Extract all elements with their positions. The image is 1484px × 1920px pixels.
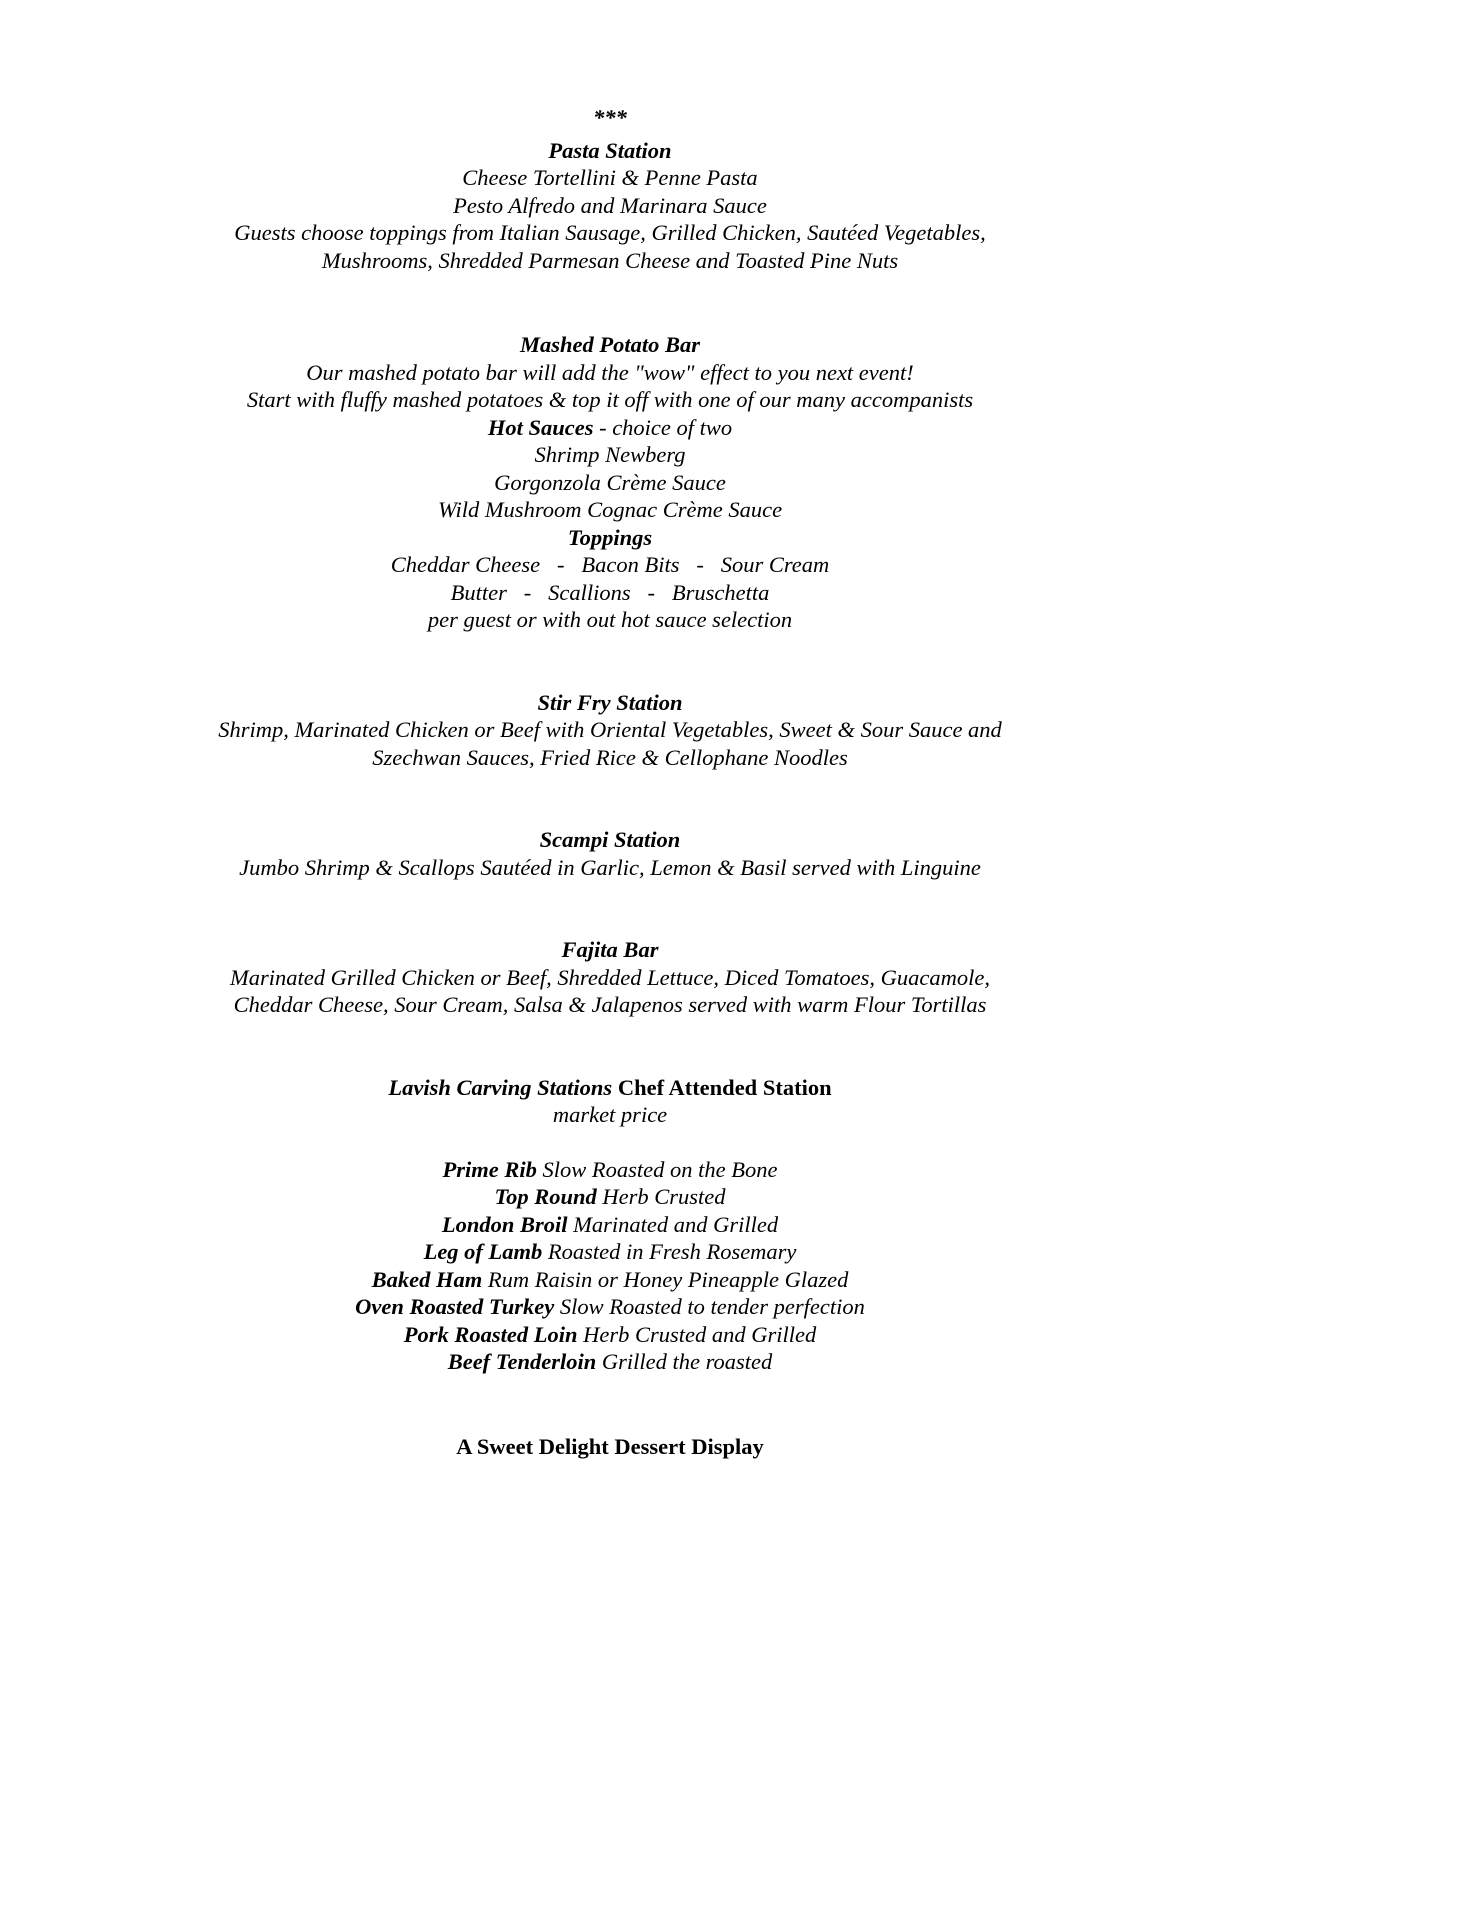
section-pasta-station-line — [0, 192, 1220, 220]
section-stir-fry-station — [0, 689, 1220, 772]
section-mashed-potato-bar-line — [0, 441, 1220, 469]
section-divider-line — [0, 104, 1220, 132]
text-segment: - choice of two — [593, 414, 733, 440]
text-segment: Szechwan Sauces, Fried Rice & Cellophane Noodles — [372, 744, 848, 770]
section-fajita-bar-line — [0, 936, 1220, 964]
text-segment: Pesto Alfredo and Marinara Sauce — [453, 192, 767, 218]
text-segment: Top Round — [494, 1184, 597, 1209]
section-carving-items-line — [0, 1156, 1220, 1184]
text-segment: Slow Roasted to tender perfection — [554, 1294, 865, 1319]
section-stir-fry-station-line — [0, 689, 1220, 717]
text-segment: Herb Crusted — [596, 1184, 726, 1209]
section-fajita-bar-line — [0, 964, 1220, 992]
text-segment: Marinated and Grilled — [567, 1211, 779, 1237]
section-mashed-potato-bar-line — [0, 496, 1220, 524]
section-stir-fry-station-line — [0, 716, 1220, 744]
text-segment: Herb Crusted and Grilled — [577, 1321, 817, 1347]
section-mashed-potato-bar-line — [0, 414, 1220, 442]
text-segment: Rum Raisin or Honey Pineapple Glazed — [482, 1266, 849, 1292]
section-mashed-potato-bar-line — [0, 331, 1220, 359]
section-mashed-potato-bar-line — [0, 551, 1220, 579]
text-segment: Mashed Potato Bar — [519, 332, 701, 357]
text-segment: Chef Attended Station — [617, 1074, 832, 1100]
text-segment: Gorgonzola Crème Sauce — [494, 469, 726, 495]
text-segment: Guests choose toppings from Italian Sausage, Grilled Chicken, Sautéed Vegetables, — [234, 220, 986, 245]
section-pasta-station-line — [0, 137, 1220, 165]
section-carving-items-line — [0, 1321, 1220, 1349]
text-segment: Hot Sauces — [487, 414, 594, 440]
section-lavish-carving-stations-line — [0, 1101, 1220, 1129]
section-carving-items-line — [0, 1266, 1220, 1294]
section-pasta-station-line — [0, 247, 1220, 275]
section-carving-items-line — [0, 1183, 1220, 1211]
text-segment: Cheddar Cheese, Sour Cream, Salsa & Jalapenos served with warm Flour Tortillas — [233, 992, 987, 1017]
text-segment: Pasta Station — [548, 137, 672, 163]
text-segment: Fajita Bar — [561, 937, 659, 962]
section-mashed-potato-bar — [0, 331, 1220, 634]
section-divider — [0, 104, 1220, 132]
text-segment: market price — [552, 1102, 668, 1127]
text-segment: Baked Ham — [371, 1266, 483, 1292]
section-carving-items-line — [0, 1293, 1220, 1321]
section-carving-items-line — [0, 1238, 1220, 1266]
section-mashed-potato-bar-line — [0, 386, 1220, 414]
section-mashed-potato-bar-line — [0, 469, 1220, 497]
text-segment: Roasted in Fresh Rosemary — [542, 1239, 797, 1264]
text-segment: Shrimp, Marinated Chicken or Beef with Oriental Vegetables, Sweet & Sour Sauce and — [218, 717, 1002, 742]
text-segment: Toppings — [567, 524, 653, 550]
text-segment: Wild Mushroom Cognac Crème Sauce — [437, 497, 783, 522]
section-mashed-potato-bar-line — [0, 579, 1220, 607]
section-pasta-station-line — [0, 219, 1220, 247]
text-segment: Cheddar Cheese - Bacon Bits - Sour Cream — [390, 552, 830, 577]
section-fajita-bar-line — [0, 991, 1220, 1019]
section-mashed-potato-bar-line — [0, 359, 1220, 387]
section-dessert-display-line — [0, 1433, 1220, 1461]
section-carving-items-line — [0, 1211, 1220, 1239]
text-segment: London Broil — [441, 1211, 568, 1237]
section-fajita-bar — [0, 936, 1220, 1019]
text-segment: Leg of Lamb — [423, 1239, 543, 1264]
text-segment: Butter - Scallions - Bruschetta — [450, 579, 770, 605]
text-segment: Marinated Grilled Chicken or Beef, Shredded Lettuce, Diced Tomatoes, Guacamole, — [229, 964, 991, 990]
section-stir-fry-station-line — [0, 744, 1220, 772]
section-scampi-station-line — [0, 826, 1220, 854]
text-segment: Scampi Station — [539, 827, 681, 852]
text-segment: Grilled the roasted — [596, 1349, 773, 1374]
section-carving-items-line — [0, 1348, 1220, 1376]
section-scampi-station-line — [0, 854, 1220, 882]
text-segment: Mushrooms, Shredded Parmesan Cheese and Toasted Pine Nuts — [321, 247, 899, 273]
text-segment: Shrimp Newberg — [534, 442, 686, 467]
section-lavish-carving-stations — [0, 1074, 1220, 1129]
text-segment: Our mashed potato bar will add the "wow" effect to you next event! — [306, 359, 914, 385]
text-segment: Pork Roasted Loin — [403, 1321, 578, 1347]
section-dessert-display — [0, 1433, 1220, 1461]
section-mashed-potato-bar-line — [0, 606, 1220, 634]
section-pasta-station — [0, 137, 1220, 275]
section-pasta-station-line — [0, 164, 1220, 192]
text-segment: Stir Fry Station — [537, 689, 683, 715]
text-segment: *** — [593, 105, 627, 130]
section-carving-items — [0, 1156, 1220, 1376]
text-segment: Cheese Tortellini & Penne Pasta — [462, 165, 758, 190]
text-segment: A Sweet Delight Dessert Display — [456, 1433, 764, 1459]
text-segment: Jumbo Shrimp & Scallops Sautéed in Garlic, Lemon & Basil served with Linguine — [239, 854, 981, 880]
text-segment: Oven Roasted Turkey — [355, 1294, 555, 1319]
section-scampi-station — [0, 826, 1220, 881]
text-segment: Start with fluffy mashed potatoes & top it off with one of our many accompanists — [246, 387, 974, 412]
section-lavish-carving-stations-line — [0, 1074, 1220, 1102]
text-segment: per guest or with out hot sauce selection — [427, 607, 793, 632]
text-segment: Slow Roasted on the Bone — [536, 1156, 778, 1182]
text-segment: Prime Rib — [442, 1156, 537, 1182]
section-mashed-potato-bar-line — [0, 524, 1220, 552]
text-segment: Lavish Carving Stations — [388, 1074, 613, 1100]
text-segment: Beef Tenderloin — [447, 1349, 597, 1374]
